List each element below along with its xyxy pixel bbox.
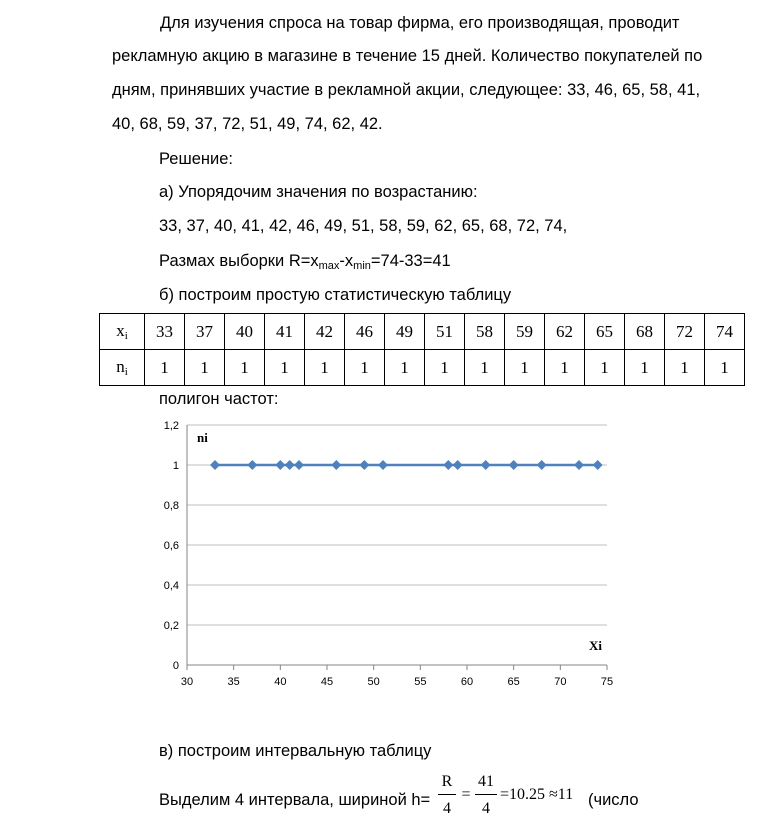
x-cell: 68 xyxy=(625,314,665,350)
data-point xyxy=(453,460,463,470)
data-point xyxy=(593,460,603,470)
step-a-text: а) Упорядочим значения по возрастанию: xyxy=(159,183,478,201)
range-suffix: =74-33=41 xyxy=(370,252,451,270)
x-tick-label: 60 xyxy=(460,676,474,688)
data-point xyxy=(275,460,285,470)
n-cell: 1 xyxy=(225,350,265,386)
n-header-label: n xyxy=(116,357,125,376)
x-cell: 74 xyxy=(705,314,745,350)
x-header-label: x xyxy=(116,321,125,340)
n-cell: 1 xyxy=(305,350,345,386)
data-point xyxy=(359,460,369,470)
y-tick-label: 0,4 xyxy=(163,580,179,592)
x-cell: 41 xyxy=(265,314,305,350)
step-v-text: в) построим интервальную таблицу xyxy=(159,742,432,760)
fraction-1-numerator: R xyxy=(441,773,453,790)
n-cell: 1 xyxy=(265,350,305,386)
x-cell: 51 xyxy=(425,314,465,350)
range-formula xyxy=(159,251,451,276)
data-point xyxy=(509,460,519,470)
range-max-sub: max xyxy=(318,260,340,272)
sorted-values: 33, 37, 40, 41, 42, 46, 49, 51, 58, 59, 62, 65, 68, 72, 74, xyxy=(159,217,568,235)
table-row-x xyxy=(100,314,745,350)
y-tick-label: 1,2 xyxy=(163,420,179,432)
x-tick-label: 65 xyxy=(507,676,520,688)
x-cell: 49 xyxy=(385,314,425,350)
x-tick-label: 75 xyxy=(600,676,614,688)
fraction-2-numerator: 41 xyxy=(478,773,494,790)
x-cell: 65 xyxy=(585,314,625,350)
x-cell: 62 xyxy=(545,314,585,350)
problem-line-1: Для изучения спроса на товар фирма, его производящая, проводит xyxy=(160,14,680,32)
x-cell: 58 xyxy=(465,314,505,350)
equals-sign: = xyxy=(461,786,471,803)
x-cell: 59 xyxy=(505,314,545,350)
interval-text-suffix: (число xyxy=(588,791,639,809)
fraction-2-denominator: 4 xyxy=(482,800,490,817)
data-point xyxy=(210,460,220,470)
n-cell: 1 xyxy=(465,350,505,386)
x-tick-label: 40 xyxy=(274,676,287,688)
x-tick-label: 50 xyxy=(367,676,380,688)
n-cell: 1 xyxy=(665,350,705,386)
x-tick-label: 70 xyxy=(554,676,567,688)
y-tick-label: 0,2 xyxy=(163,620,179,632)
n-header xyxy=(100,350,145,386)
data-point xyxy=(378,460,388,470)
fraction-1-bar xyxy=(438,794,456,795)
x-cell: 40 xyxy=(225,314,265,350)
n-cell: 1 xyxy=(505,350,545,386)
range-min-sub: min xyxy=(353,260,371,272)
n-header-sub: i xyxy=(124,366,128,378)
x-tick-label: 45 xyxy=(320,676,334,688)
y-axis-label: ni xyxy=(197,430,208,445)
data-point xyxy=(481,460,491,470)
x-header xyxy=(100,314,145,350)
x-axis-label: Xi xyxy=(589,638,602,653)
x-tick-label: 55 xyxy=(414,676,427,688)
data-point xyxy=(285,460,295,470)
solution-heading: Решение: xyxy=(159,150,233,168)
problem-line-2: рекламную акцию в магазине в течение 15 дней. Количество покупателей по xyxy=(112,47,703,65)
n-cell: 1 xyxy=(545,350,585,386)
frequency-polygon-chart xyxy=(140,413,630,698)
interval-text-prefix: Выделим 4 интервала, шириной h= xyxy=(159,791,431,809)
data-point xyxy=(574,460,584,470)
range-prefix: Размах выборки R=x xyxy=(159,252,319,270)
formula-result: =10.25 ≈11 xyxy=(500,786,574,803)
fraction-1-denominator: 4 xyxy=(443,800,451,817)
statistical-table xyxy=(99,313,745,386)
n-cell: 1 xyxy=(145,350,185,386)
y-tick-label: 0,6 xyxy=(163,540,179,552)
y-tick-label: 1 xyxy=(172,460,179,472)
data-point xyxy=(294,460,304,470)
data-point xyxy=(443,460,453,470)
n-cell: 1 xyxy=(585,350,625,386)
y-tick-label: 0 xyxy=(172,660,179,672)
problem-line-4: 40, 68, 59, 37, 72, 51, 49, 74, 62, 42. xyxy=(112,115,383,133)
n-cell: 1 xyxy=(345,350,385,386)
table-row-n xyxy=(100,350,745,386)
step-b-text: б) построим простую статистическую таблицу xyxy=(159,286,512,304)
data-point xyxy=(247,460,257,470)
x-tick-label: 35 xyxy=(227,676,240,688)
fraction-2-bar xyxy=(475,794,497,795)
x-cell: 42 xyxy=(305,314,345,350)
y-tick-label: 0,8 xyxy=(163,500,179,512)
problem-line-3: дням, принявших участие в рекламной акции, следующее: 33, 46, 65, 58, 41, xyxy=(112,81,701,99)
x-cell: 46 xyxy=(345,314,385,350)
data-point xyxy=(331,460,341,470)
x-header-sub: i xyxy=(124,330,128,342)
n-cell: 1 xyxy=(705,350,745,386)
polygon-caption: полигон частот: xyxy=(159,390,279,408)
n-cell: 1 xyxy=(185,350,225,386)
x-cell: 72 xyxy=(665,314,705,350)
n-cell: 1 xyxy=(385,350,425,386)
x-cell: 37 xyxy=(185,314,225,350)
n-cell: 1 xyxy=(625,350,665,386)
n-cell: 1 xyxy=(425,350,465,386)
range-dash: -x xyxy=(339,252,354,270)
x-cell: 33 xyxy=(145,314,185,350)
data-point xyxy=(537,460,547,470)
x-tick-label: 30 xyxy=(180,676,194,688)
